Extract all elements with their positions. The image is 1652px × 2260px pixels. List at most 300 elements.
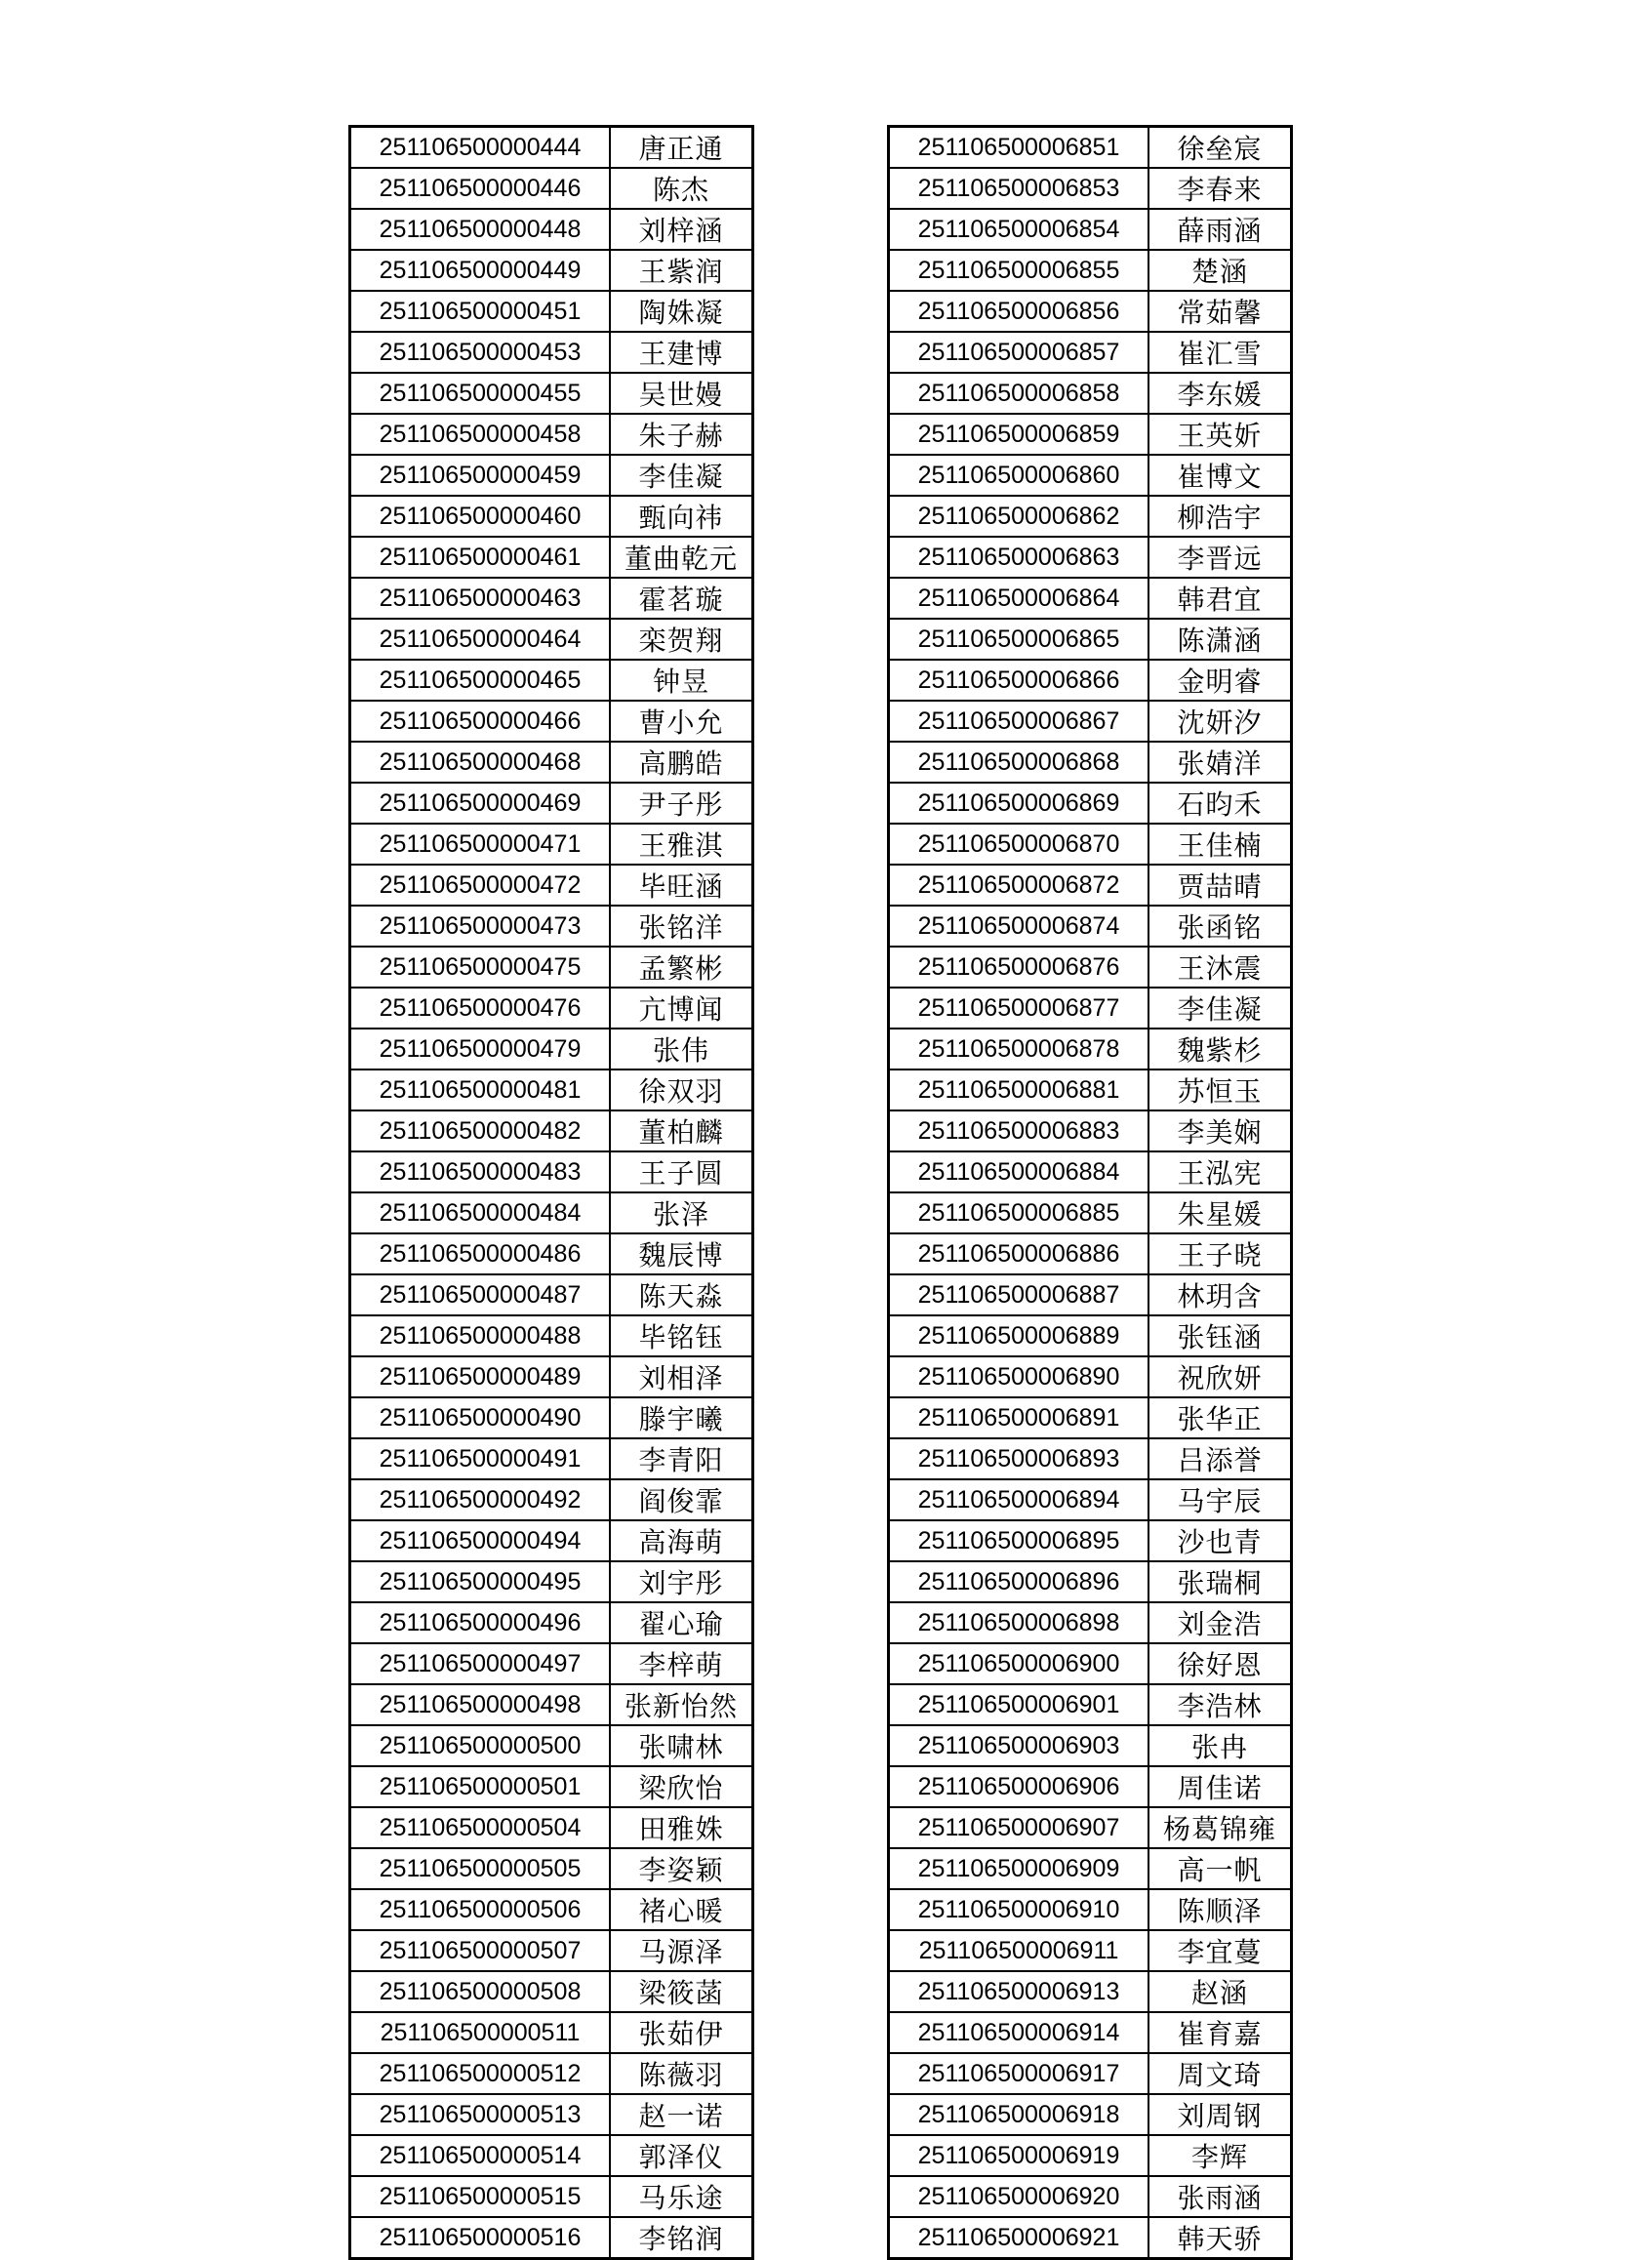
candidate-id: 251106500000504 <box>350 1807 611 1848</box>
candidate-id: 251106500000453 <box>350 332 611 373</box>
candidate-id: 251106500006893 <box>889 1438 1149 1479</box>
candidate-name: 贾喆晴 <box>1148 865 1292 906</box>
table-row <box>889 1397 1292 1438</box>
candidate-id: 251106500000469 <box>350 783 611 824</box>
candidate-name: 张函铭 <box>1148 906 1292 947</box>
candidate-id: 251106500000471 <box>350 824 611 865</box>
candidate-name: 李辉 <box>1148 2135 1292 2176</box>
table-row <box>889 701 1292 742</box>
candidate-name: 栾贺翔 <box>610 619 753 660</box>
candidate-name: 张雨涵 <box>1148 2176 1292 2217</box>
candidate-id: 251106500000451 <box>350 291 611 332</box>
candidate-id: 251106500000482 <box>350 1110 611 1151</box>
candidate-id: 251106500006856 <box>889 291 1149 332</box>
candidate-name: 刘宇彤 <box>610 1561 753 1602</box>
candidate-id: 251106500000501 <box>350 1766 611 1807</box>
candidate-id: 251106500006910 <box>889 1889 1149 1930</box>
table-row <box>889 1561 1292 1602</box>
table-row <box>350 1029 753 1069</box>
candidate-name: 马宇辰 <box>1148 1479 1292 1520</box>
candidate-id: 251106500006857 <box>889 332 1149 373</box>
candidate-id: 251106500006920 <box>889 2176 1149 2217</box>
candidate-id: 251106500000511 <box>350 2012 611 2053</box>
table-row <box>889 1192 1292 1233</box>
candidate-name: 孟繁彬 <box>610 947 753 988</box>
candidate-id: 251106500006867 <box>889 701 1149 742</box>
roster-table-right <box>887 125 1293 2260</box>
candidate-id: 251106500000507 <box>350 1930 611 1971</box>
table-row <box>889 455 1292 496</box>
candidate-id: 251106500000448 <box>350 209 611 250</box>
candidate-name: 霍茗璇 <box>610 578 753 619</box>
candidate-id: 251106500000464 <box>350 619 611 660</box>
candidate-id: 251106500000465 <box>350 660 611 701</box>
candidate-name: 尹子彤 <box>610 783 753 824</box>
table-row <box>889 2094 1292 2135</box>
candidate-name: 张华正 <box>1148 1397 1292 1438</box>
table-row <box>350 2094 753 2135</box>
table-row <box>889 824 1292 865</box>
candidate-id: 251106500006907 <box>889 1807 1149 1848</box>
table-row <box>350 1684 753 1725</box>
candidate-name: 赵一诺 <box>610 2094 753 2135</box>
candidate-name: 赵涵 <box>1148 1971 1292 2012</box>
table-row <box>889 1438 1292 1479</box>
table-row <box>889 1315 1292 1356</box>
candidate-name: 张茹伊 <box>610 2012 753 2053</box>
candidate-name: 张新怡然 <box>610 1684 753 1725</box>
table-row <box>350 168 753 209</box>
table-row <box>889 1069 1292 1110</box>
table-row <box>889 250 1292 291</box>
candidate-name: 马乐途 <box>610 2176 753 2217</box>
table-row <box>889 906 1292 947</box>
candidate-id: 251106500006891 <box>889 1397 1149 1438</box>
candidate-id: 251106500000495 <box>350 1561 611 1602</box>
candidate-id: 251106500000472 <box>350 865 611 906</box>
candidate-name: 张冉 <box>1148 1725 1292 1766</box>
candidate-name: 梁欣怡 <box>610 1766 753 1807</box>
candidate-id: 251106500000492 <box>350 1479 611 1520</box>
candidate-name: 徐好恩 <box>1148 1643 1292 1684</box>
candidate-id: 251106500000473 <box>350 906 611 947</box>
candidate-id: 251106500006863 <box>889 537 1149 578</box>
table-row <box>350 1971 753 2012</box>
candidate-id: 251106500000481 <box>350 1069 611 1110</box>
table-row <box>889 496 1292 537</box>
candidate-name: 韩天骄 <box>1148 2217 1292 2259</box>
table-row <box>889 1930 1292 1971</box>
table-row <box>350 865 753 906</box>
candidate-name: 吴世嫚 <box>610 373 753 414</box>
candidate-name: 高一帆 <box>1148 1848 1292 1889</box>
table-row <box>889 1110 1292 1151</box>
candidate-id: 251106500000468 <box>350 742 611 783</box>
table-row <box>889 619 1292 660</box>
table-row <box>350 127 753 169</box>
table-row <box>350 291 753 332</box>
candidate-id: 251106500006900 <box>889 1643 1149 1684</box>
table-row <box>350 537 753 578</box>
table-row <box>350 2176 753 2217</box>
table-row <box>350 1274 753 1315</box>
candidate-id: 251106500000476 <box>350 988 611 1029</box>
candidate-name: 滕宇曦 <box>610 1397 753 1438</box>
table-row <box>350 455 753 496</box>
candidate-name: 刘相泽 <box>610 1356 753 1397</box>
candidate-id: 251106500006895 <box>889 1520 1149 1561</box>
candidate-name: 楚涵 <box>1148 250 1292 291</box>
candidate-id: 251106500006858 <box>889 373 1149 414</box>
table-row <box>350 578 753 619</box>
table-row <box>889 865 1292 906</box>
candidate-name: 吕添誉 <box>1148 1438 1292 1479</box>
table-row <box>350 2135 753 2176</box>
candidate-id: 251106500000515 <box>350 2176 611 2217</box>
candidate-id: 251106500000449 <box>350 250 611 291</box>
candidate-id: 251106500006887 <box>889 1274 1149 1315</box>
table-row <box>350 1315 753 1356</box>
candidate-id: 251106500006901 <box>889 1684 1149 1725</box>
table-row <box>889 1602 1292 1643</box>
table-row <box>350 414 753 455</box>
table-row <box>350 496 753 537</box>
candidate-id: 251106500006881 <box>889 1069 1149 1110</box>
candidate-id: 251106500006918 <box>889 2094 1149 2135</box>
table-row <box>889 2135 1292 2176</box>
candidate-name: 王佳楠 <box>1148 824 1292 865</box>
candidate-id: 251106500000479 <box>350 1029 611 1069</box>
candidate-id: 251106500000494 <box>350 1520 611 1561</box>
table-row <box>350 1069 753 1110</box>
candidate-name: 李美娴 <box>1148 1110 1292 1151</box>
table-row <box>889 1151 1292 1192</box>
table-row <box>889 1684 1292 1725</box>
candidate-name: 陈顺泽 <box>1148 1889 1292 1930</box>
candidate-name: 王子晓 <box>1148 1233 1292 1274</box>
candidate-id: 251106500000505 <box>350 1848 611 1889</box>
candidate-name: 常茹馨 <box>1148 291 1292 332</box>
table-row <box>350 1438 753 1479</box>
candidate-id: 251106500006890 <box>889 1356 1149 1397</box>
candidate-id: 251106500000514 <box>350 2135 611 2176</box>
candidate-id: 251106500000491 <box>350 1438 611 1479</box>
candidate-name: 张伟 <box>610 1029 753 1069</box>
table-row <box>889 2053 1292 2094</box>
candidate-name: 亢博闻 <box>610 988 753 1029</box>
candidate-id: 251106500006872 <box>889 865 1149 906</box>
candidate-name: 毕铭钰 <box>610 1315 753 1356</box>
table-row <box>350 1602 753 1643</box>
candidate-id: 251106500000488 <box>350 1315 611 1356</box>
table-row <box>889 414 1292 455</box>
table-row <box>350 988 753 1029</box>
candidate-id: 251106500006860 <box>889 455 1149 496</box>
candidate-id: 251106500006884 <box>889 1151 1149 1192</box>
candidate-name: 王泓宪 <box>1148 1151 1292 1192</box>
candidate-name: 陈薇羽 <box>610 2053 753 2094</box>
candidate-id: 251106500006877 <box>889 988 1149 1029</box>
table-row <box>889 1233 1292 1274</box>
candidate-id: 251106500000475 <box>350 947 611 988</box>
candidate-id: 251106500006911 <box>889 1930 1149 1971</box>
candidate-id: 251106500006876 <box>889 947 1149 988</box>
candidate-name: 林玥含 <box>1148 1274 1292 1315</box>
candidate-id: 251106500006868 <box>889 742 1149 783</box>
candidate-id: 251106500006853 <box>889 168 1149 209</box>
candidate-id: 251106500000460 <box>350 496 611 537</box>
candidate-id: 251106500000446 <box>350 168 611 209</box>
candidate-name: 李东媛 <box>1148 373 1292 414</box>
candidate-name: 崔育嘉 <box>1148 2012 1292 2053</box>
candidate-name: 张瑞桐 <box>1148 1561 1292 1602</box>
candidate-id: 251106500006855 <box>889 250 1149 291</box>
candidate-name: 钟昱 <box>610 660 753 701</box>
candidate-name: 王建博 <box>610 332 753 373</box>
candidate-id: 251106500006864 <box>889 578 1149 619</box>
candidate-name: 张婧洋 <box>1148 742 1292 783</box>
candidate-name: 陈潇涵 <box>1148 619 1292 660</box>
table-row <box>889 578 1292 619</box>
candidate-id: 251106500000506 <box>350 1889 611 1930</box>
table-row <box>350 660 753 701</box>
candidate-id: 251106500000458 <box>350 414 611 455</box>
table-row <box>350 1233 753 1274</box>
table-row <box>350 332 753 373</box>
candidate-id: 251106500000513 <box>350 2094 611 2135</box>
candidate-name: 李佳凝 <box>610 455 753 496</box>
candidate-name: 李浩林 <box>1148 1684 1292 1725</box>
candidate-name: 李梓萌 <box>610 1643 753 1684</box>
candidate-name: 王沐震 <box>1148 947 1292 988</box>
table-row <box>350 783 753 824</box>
candidate-name: 田雅姝 <box>610 1807 753 1848</box>
candidate-name: 李姿颖 <box>610 1848 753 1889</box>
candidate-id: 251106500006898 <box>889 1602 1149 1643</box>
candidate-name: 阎俊霏 <box>610 1479 753 1520</box>
table-row <box>889 660 1292 701</box>
candidate-name: 翟心瑜 <box>610 1602 753 1643</box>
candidate-id: 251106500006913 <box>889 1971 1149 2012</box>
candidate-name: 王雅淇 <box>610 824 753 865</box>
candidate-name: 刘梓涵 <box>610 209 753 250</box>
candidate-name: 郭泽仪 <box>610 2135 753 2176</box>
candidate-name: 薛雨涵 <box>1148 209 1292 250</box>
candidate-id: 251106500000489 <box>350 1356 611 1397</box>
table-row <box>350 1848 753 1889</box>
candidate-name: 王子圆 <box>610 1151 753 1192</box>
candidate-name: 陶姝凝 <box>610 291 753 332</box>
candidate-name: 陈天淼 <box>610 1274 753 1315</box>
candidate-id: 251106500000496 <box>350 1602 611 1643</box>
table-row <box>889 2176 1292 2217</box>
table-row <box>350 2053 753 2094</box>
table-row <box>350 1397 753 1438</box>
candidate-id: 251106500006870 <box>889 824 1149 865</box>
candidate-name: 董曲乾元 <box>610 537 753 578</box>
table-row <box>350 1807 753 1848</box>
candidate-id: 251106500000461 <box>350 537 611 578</box>
candidate-name: 杨葛锦雍 <box>1148 1807 1292 1848</box>
table-row <box>350 1520 753 1561</box>
candidate-id: 251106500000483 <box>350 1151 611 1192</box>
candidate-id: 251106500006862 <box>889 496 1149 537</box>
candidate-name: 唐正通 <box>610 127 753 169</box>
candidate-id: 251106500006883 <box>889 1110 1149 1151</box>
candidate-id: 251106500000459 <box>350 455 611 496</box>
candidate-id: 251106500000486 <box>350 1233 611 1274</box>
roster-table-left <box>348 125 754 2260</box>
candidate-name: 魏辰博 <box>610 1233 753 1274</box>
candidate-id: 251106500006903 <box>889 1725 1149 1766</box>
candidate-name: 梁筱菡 <box>610 1971 753 2012</box>
table-row <box>889 783 1292 824</box>
candidate-name: 李佳凝 <box>1148 988 1292 1029</box>
candidate-name: 董柏麟 <box>610 1110 753 1151</box>
candidate-name: 陈杰 <box>610 168 753 209</box>
candidate-name: 褚心暖 <box>610 1889 753 1930</box>
table-row <box>889 1274 1292 1315</box>
table-row <box>889 1766 1292 1807</box>
candidate-id: 251106500000444 <box>350 127 611 169</box>
table-row <box>889 1971 1292 2012</box>
table-row <box>350 1725 753 1766</box>
candidate-id: 251106500006919 <box>889 2135 1149 2176</box>
table-row <box>889 1807 1292 1848</box>
candidate-name: 马源泽 <box>610 1930 753 1971</box>
candidate-name: 崔博文 <box>1148 455 1292 496</box>
table-row <box>889 1356 1292 1397</box>
candidate-name: 徐双羽 <box>610 1069 753 1110</box>
candidate-name: 张泽 <box>610 1192 753 1233</box>
candidate-name: 周文琦 <box>1148 2053 1292 2094</box>
table-row <box>889 291 1292 332</box>
table-row <box>350 2217 753 2259</box>
candidate-id: 251106500000512 <box>350 2053 611 2094</box>
candidate-id: 251106500006885 <box>889 1192 1149 1233</box>
candidate-name: 高海萌 <box>610 1520 753 1561</box>
table-row <box>889 947 1292 988</box>
table-row <box>350 2012 753 2053</box>
candidate-id: 251106500006889 <box>889 1315 1149 1356</box>
candidate-id: 251106500000455 <box>350 373 611 414</box>
candidate-id: 251106500006869 <box>889 783 1149 824</box>
candidate-id: 251106500006909 <box>889 1848 1149 1889</box>
table-row <box>889 1479 1292 1520</box>
candidate-id: 251106500000508 <box>350 1971 611 2012</box>
candidate-id: 251106500006878 <box>889 1029 1149 1069</box>
table-row <box>350 701 753 742</box>
candidate-id: 251106500006854 <box>889 209 1149 250</box>
candidate-name: 李铭润 <box>610 2217 753 2259</box>
table-row <box>889 1889 1292 1930</box>
table-row <box>889 988 1292 1029</box>
candidate-id: 251106500000490 <box>350 1397 611 1438</box>
candidate-name: 周佳诺 <box>1148 1766 1292 1807</box>
candidate-name: 朱子赫 <box>610 414 753 455</box>
candidate-id: 251106500006859 <box>889 414 1149 455</box>
candidate-id: 251106500000497 <box>350 1643 611 1684</box>
table-row <box>350 1889 753 1930</box>
table-row <box>350 1110 753 1151</box>
table-row <box>889 1848 1292 1889</box>
candidate-id: 251106500006894 <box>889 1479 1149 1520</box>
table-row <box>889 209 1292 250</box>
candidate-name: 刘金浩 <box>1148 1602 1292 1643</box>
candidate-name: 朱星媛 <box>1148 1192 1292 1233</box>
candidate-name: 柳浩宇 <box>1148 496 1292 537</box>
table-row <box>889 373 1292 414</box>
table-row <box>350 619 753 660</box>
candidate-name: 李春来 <box>1148 168 1292 209</box>
candidate-id: 251106500000516 <box>350 2217 611 2259</box>
table-row <box>350 906 753 947</box>
candidate-id: 251106500006866 <box>889 660 1149 701</box>
table-row <box>889 168 1292 209</box>
table-row <box>889 1029 1292 1069</box>
table-row <box>350 1479 753 1520</box>
table-row <box>350 947 753 988</box>
candidate-name: 石昀禾 <box>1148 783 1292 824</box>
table-row <box>350 742 753 783</box>
table-row <box>889 332 1292 373</box>
candidate-id: 251106500006886 <box>889 1233 1149 1274</box>
candidate-name: 魏紫杉 <box>1148 1029 1292 1069</box>
table-row <box>350 1561 753 1602</box>
table-row <box>889 2217 1292 2259</box>
table-row <box>889 2012 1292 2053</box>
table-row <box>889 1643 1292 1684</box>
table-row <box>889 537 1292 578</box>
candidate-name: 张钰涵 <box>1148 1315 1292 1356</box>
candidate-id: 251106500006851 <box>889 127 1149 169</box>
candidate-id: 251106500006906 <box>889 1766 1149 1807</box>
candidate-name: 崔汇雪 <box>1148 332 1292 373</box>
candidate-name: 张铭洋 <box>610 906 753 947</box>
candidate-id: 251106500006914 <box>889 2012 1149 2053</box>
candidate-id: 251106500006917 <box>889 2053 1149 2094</box>
table-row <box>350 1192 753 1233</box>
table-row <box>350 1930 753 1971</box>
candidate-name: 韩君宜 <box>1148 578 1292 619</box>
candidate-name: 张啸林 <box>610 1725 753 1766</box>
candidate-id: 251106500000500 <box>350 1725 611 1766</box>
candidate-name: 王紫润 <box>610 250 753 291</box>
candidate-id: 251106500000498 <box>350 1684 611 1725</box>
candidate-id: 251106500006865 <box>889 619 1149 660</box>
candidate-id: 251106500000484 <box>350 1192 611 1233</box>
candidate-name: 高鹏皓 <box>610 742 753 783</box>
table-row <box>350 1356 753 1397</box>
table-row <box>889 1520 1292 1561</box>
table-row <box>350 1766 753 1807</box>
candidate-id: 251106500006921 <box>889 2217 1149 2259</box>
table-row <box>350 250 753 291</box>
candidate-id: 251106500000466 <box>350 701 611 742</box>
candidate-name: 李青阳 <box>610 1438 753 1479</box>
table-row <box>350 1151 753 1192</box>
table-row <box>350 209 753 250</box>
candidate-name: 李晋远 <box>1148 537 1292 578</box>
candidate-name: 王英妡 <box>1148 414 1292 455</box>
candidate-name: 曹小允 <box>610 701 753 742</box>
candidate-name: 李宜蔓 <box>1148 1930 1292 1971</box>
candidate-id: 251106500006896 <box>889 1561 1149 1602</box>
candidate-id: 251106500000463 <box>350 578 611 619</box>
table-row <box>350 1643 753 1684</box>
candidate-name: 甄向祎 <box>610 496 753 537</box>
table-row <box>350 824 753 865</box>
